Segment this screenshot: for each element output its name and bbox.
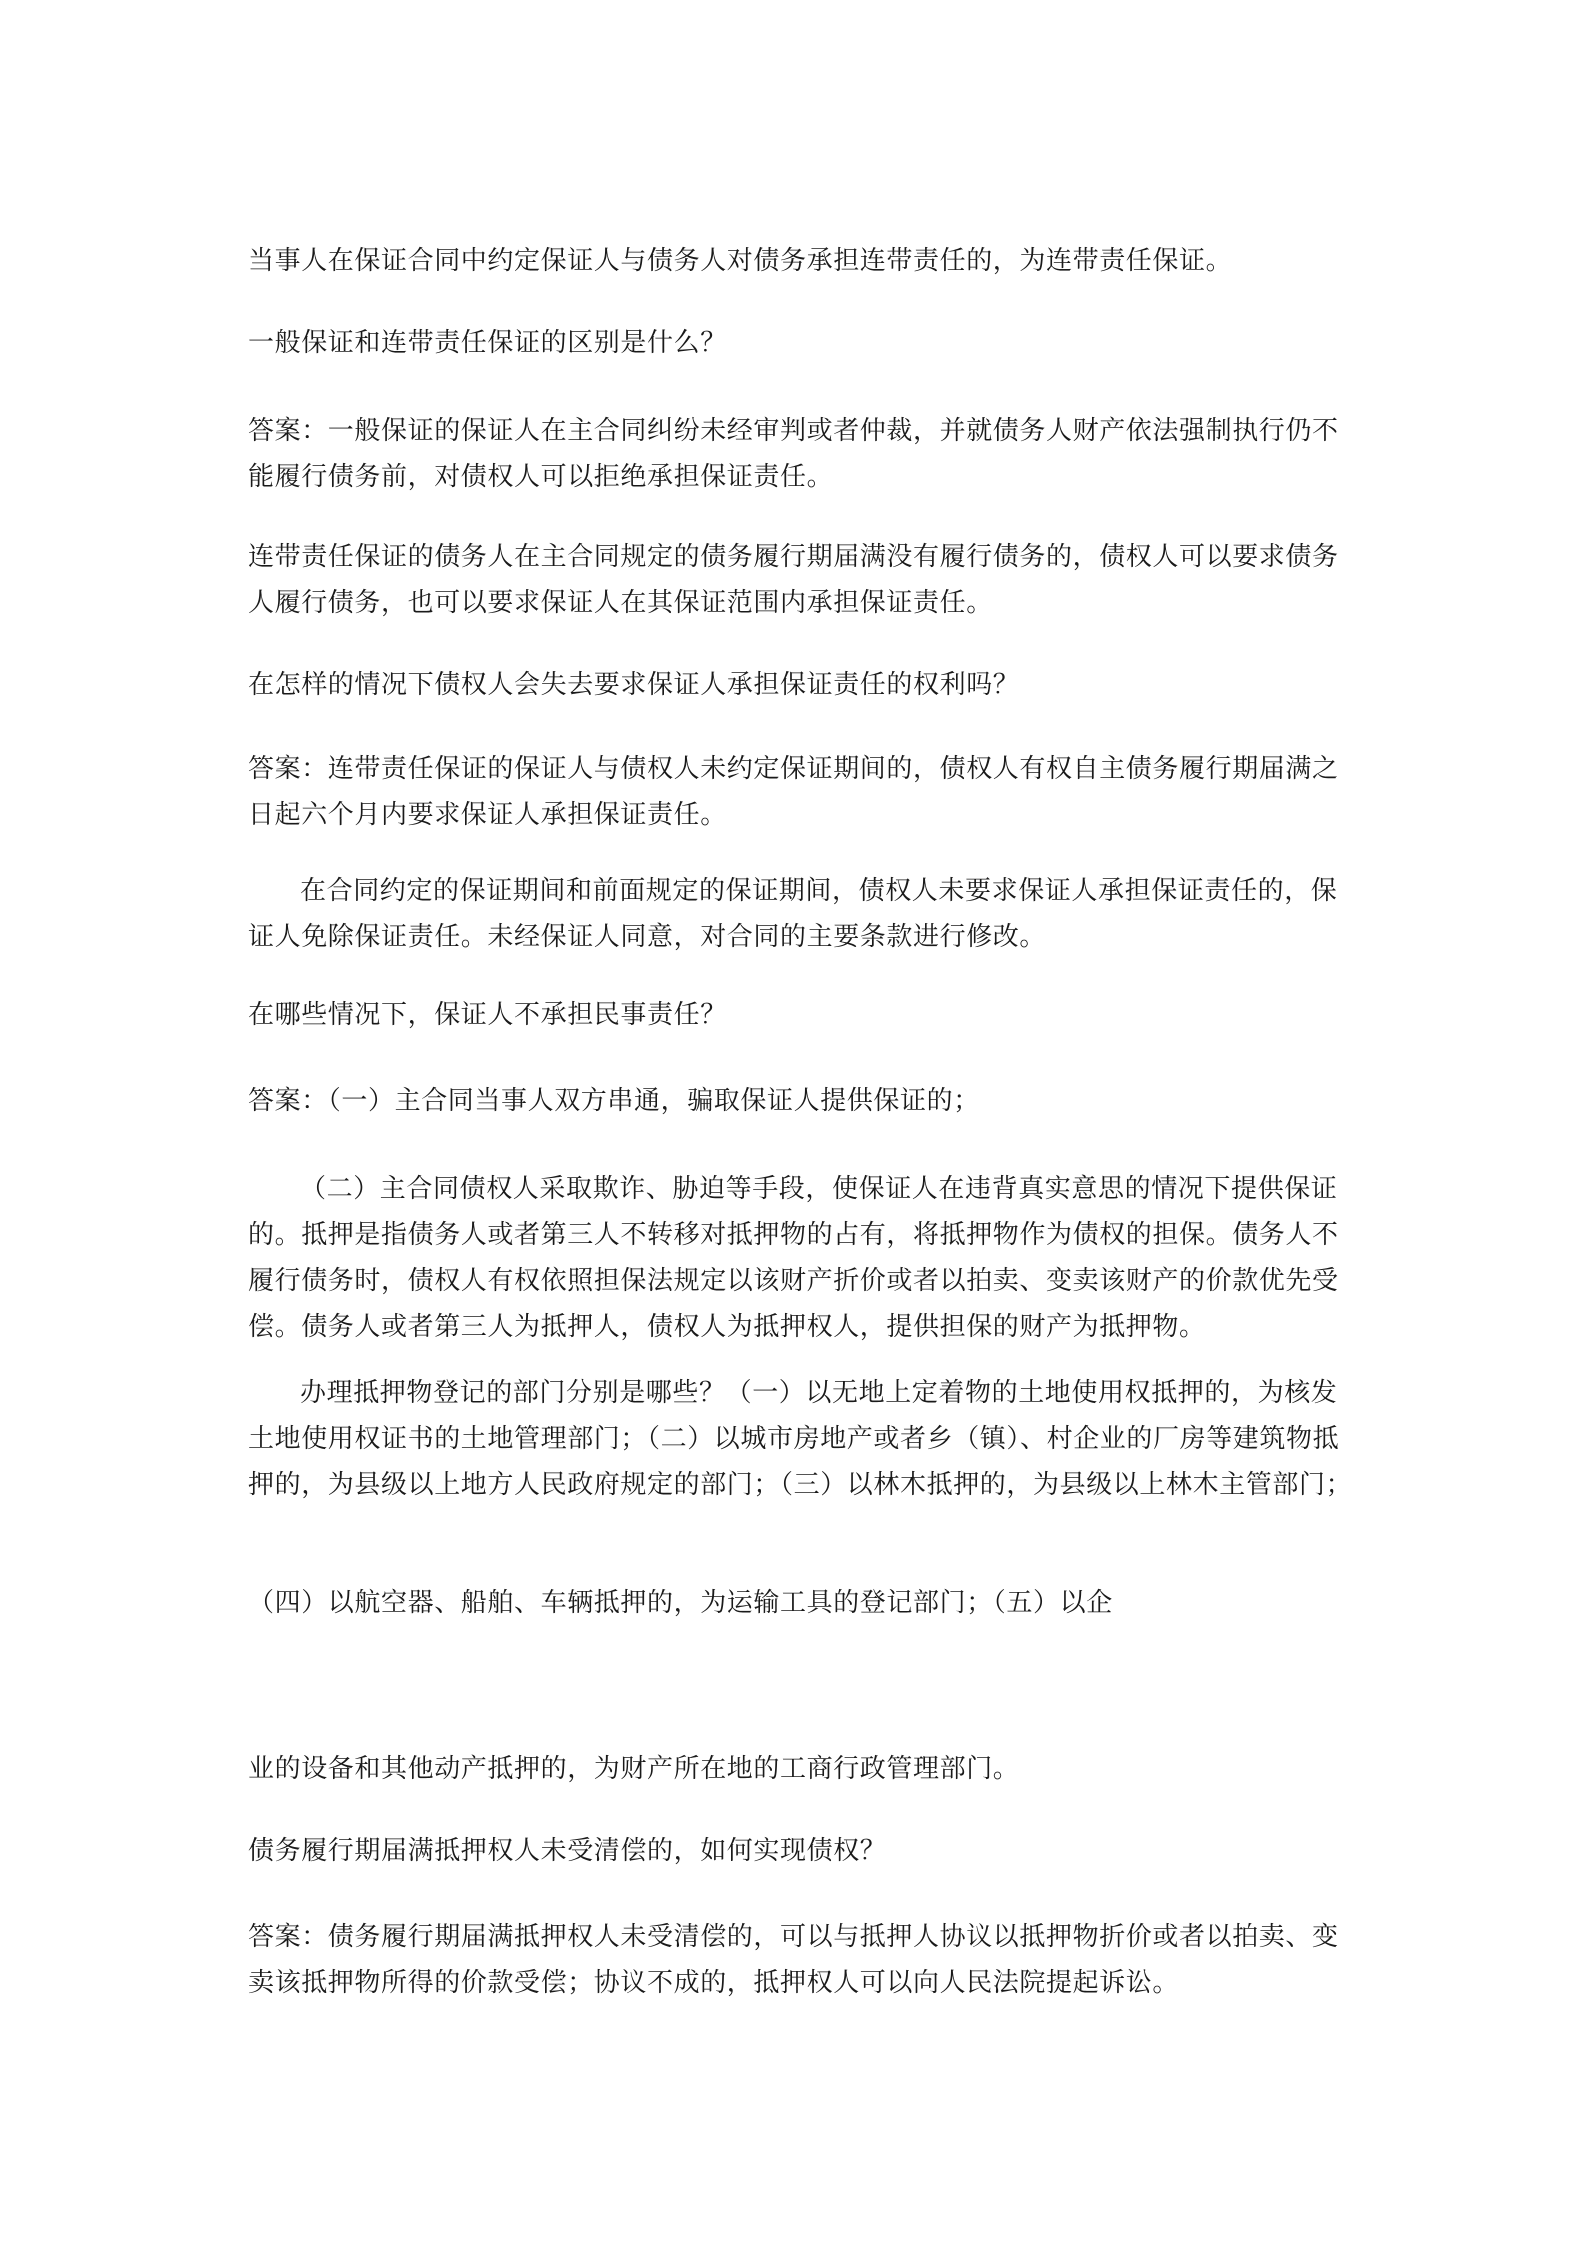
paragraph-1: 当事人在保证合同中约定保证人与债务人对债务承担连带责任的，为连带责任保证。	[248, 246, 1233, 276]
paragraph-7: 在合同约定的保证期间和前面规定的保证期间，债权人未要求保证人承担保证责任的，保证人免除保证责任。未经保证人同意，对合同的主要条款进行修改。	[248, 876, 1338, 952]
paragraph-2: 一般保证和连带责任保证的区别是什么？	[248, 328, 727, 358]
paragraph-8: 在哪些情况下，保证人不承担民事责任？	[248, 1000, 727, 1030]
paragraph-15: 答案：债务履行期届满抵押权人未受清偿的，可以与抵押人协议以抵押物折价或者以拍卖、变卖该抵押物所得的价款受偿；协议不成的，抵押权人可以向人民法院提起诉讼。	[248, 1922, 1339, 1998]
paragraph-10: （二）主合同债权人采取欺诈、胁迫等手段，使保证人在违背真实意思的情况下提供保证的。抵押是指债务人或者第三人不转移对抵押物的占有，将抵押物作为债权的担保。债务人不履行债务时，债权人有权依照担保法规定以该财产折价或者以拍卖、变卖该财产的价款优先受偿。债务人或者第三人为抵押人，债权人为抵押权人，提供担保的财产为抵押物。	[248, 1174, 1339, 1342]
paragraph-9: 答案：（一）主合同当事人双方串通，骗取保证人提供保证的；	[248, 1086, 980, 1116]
paragraph-14: 债务履行期届满抵押权人未受清偿的，如何实现债权？	[248, 1836, 887, 1866]
paragraph-11: 办理抵押物登记的部门分别是哪些？（一）以无地上定着物的土地使用权抵押的，为核发土地使用权证书的土地管理部门；（二）以城市房地产或者乡（镇）、村企业的厂房等建筑物抵押的，为县级以上地方人民政府规定的部门；（三）以林木抵押的，为县级以上林木主管部门；	[248, 1378, 1353, 1500]
paragraph-3: 答案：一般保证的保证人在主合同纠纷未经审判或者仲裁，并就债务人财产依法强制执行仍不能履行债务前，对债权人可以拒绝承担保证责任。	[248, 416, 1339, 492]
paragraph-13: 业的设备和其他动产抵押的，为财产所在地的工商行政管理部门。	[248, 1754, 1020, 1784]
paragraph-4: 连带责任保证的债务人在主合同规定的债务履行期届满没有履行债务的，债权人可以要求债务人履行债务，也可以要求保证人在其保证范围内承担保证责任。	[248, 542, 1339, 618]
paragraph-5: 在怎样的情况下债权人会失去要求保证人承担保证责任的权利吗？	[248, 670, 1020, 700]
paragraph-12: （四）以航空器、船舶、车辆抵押的，为运输工具的登记部门；（五）以企	[248, 1588, 1113, 1618]
paragraph-6: 答案：连带责任保证的保证人与债权人未约定保证期间的，债权人有权自主债务履行期届满之日起六个月内要求保证人承担保证责任。	[248, 754, 1339, 830]
